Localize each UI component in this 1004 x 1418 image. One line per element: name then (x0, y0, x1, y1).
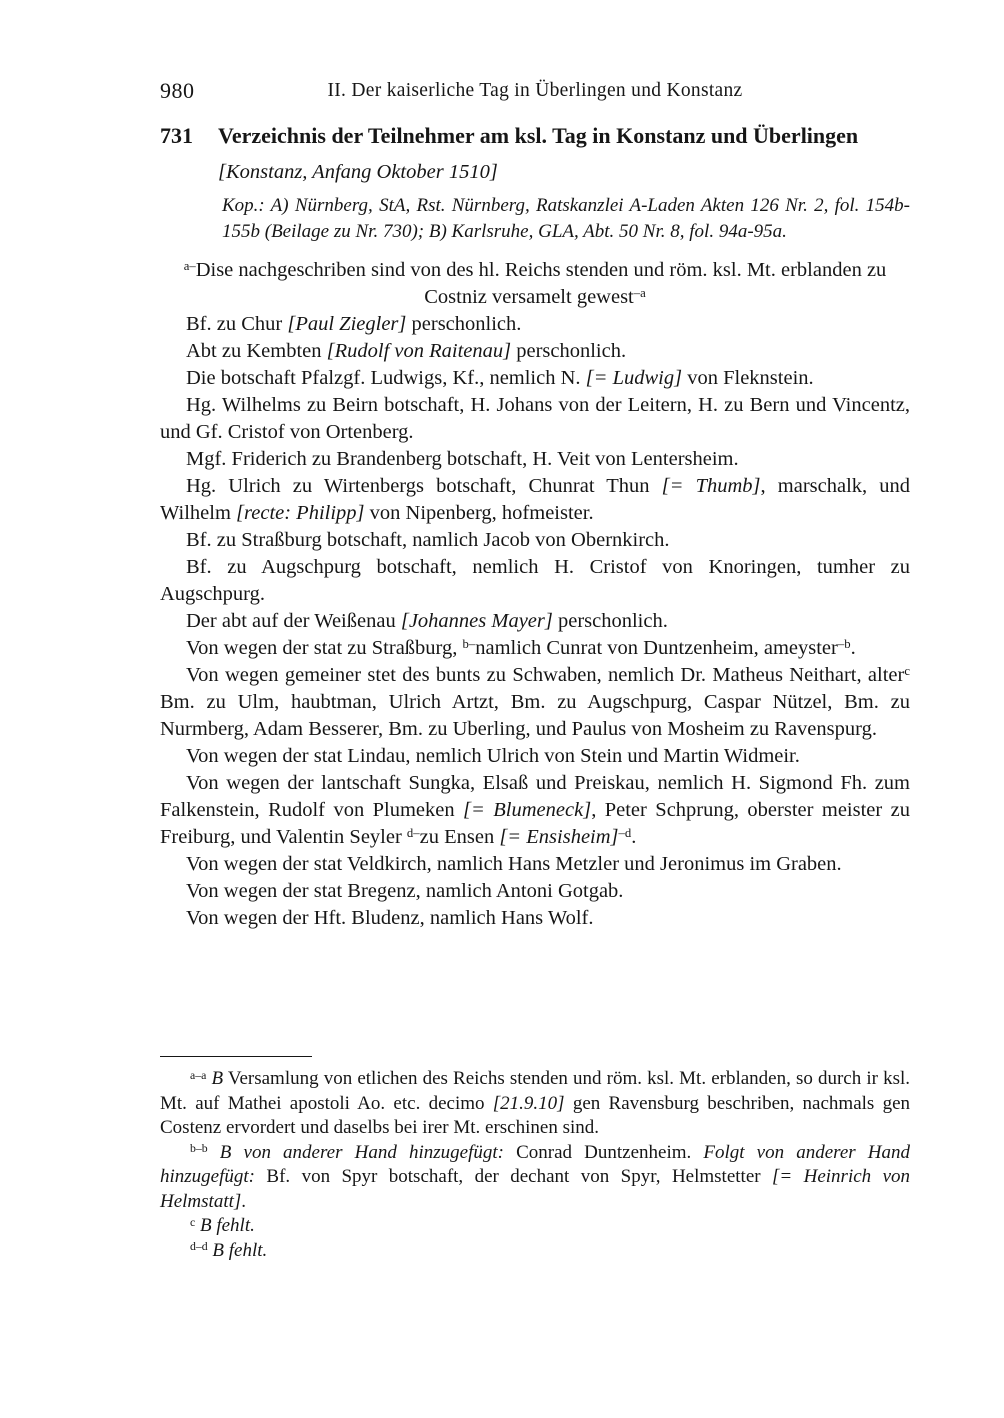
paragraph (160, 473, 910, 527)
footnote-marker: b–b (190, 1142, 208, 1156)
text-segment: Hg. Ulrich zu Wirtenbergs botschaft, Chunrat Thun (186, 475, 662, 497)
document-title: Verzeichnis der Teilnehmer am ksl. Tag in Konstanz und Überlingen (218, 123, 859, 148)
paragraph (160, 392, 910, 446)
paragraph (160, 311, 910, 338)
text-segment: , Peter Schprung, oberster meister zu Freiburg, und Valentin Seyler (160, 799, 910, 848)
text-segment: . (241, 1190, 247, 1212)
text-segment: [= Thumb] (661, 475, 761, 497)
text-segment: [21.9.10] (492, 1092, 565, 1114)
source-note: Kop.: A) Nürnberg, StA, Rst. Nürnberg, Ratskanzlei A-Laden Akten 126 Nr. 2, fol. 154b-155b (Beilage zu Nr. 730); B) Karlsruhe, GLA, Abt. 50 Nr. 8, fol. 94a-95a. (222, 195, 910, 242)
footnote-marker: c (904, 664, 910, 679)
text-segment: B fehlt. (212, 1239, 268, 1261)
footnote-marker: a– (183, 259, 196, 274)
text-segment: B von anderer Hand hinzugefügt: (219, 1141, 504, 1163)
text-segment: Bm. zu Ulm, haubtman, Ulrich Artzt, Bm. zu Augschpurg, Caspar Nützel, Bm. zu Nurmberg, Adam Besserer, Bm. zu Uberling, und Paulus von Mosheim zu Ravenspurg. (160, 691, 910, 740)
text-segment: Bf. zu Augschpurg botschaft, nemlich H. Cristof von Knoringen, tumher zu Augschpurg. (160, 556, 910, 605)
footnote-marker: –a (633, 286, 646, 301)
text-segment: Von wegen der lantschaft Sungka, Elsaß und Preiskau, nemlich H. Sigmond Fh. zum Falkenstein, Rudolf von Plumeken (160, 772, 910, 821)
footnote-marker: –b (837, 637, 851, 652)
paragraph (160, 635, 910, 662)
text-segment: Bf. zu Straßburg botschaft, namlich Jacob von Obernkirch. (186, 529, 670, 551)
text-segment: [Paul Ziegler] (287, 313, 407, 335)
document-heading (160, 122, 910, 150)
text-segment: Dise nachgeschriben sind von des hl. Reichs stenden und röm. ksl. Mt. erblanden zu Costniz versamelt gewest (195, 259, 887, 308)
paragraph (160, 662, 910, 743)
date-line: [Konstanz, Anfang Oktober 1510] (218, 161, 498, 183)
document-body (160, 257, 910, 932)
text-segment: von Nipenberg, hofmeister. (364, 502, 594, 524)
running-header (160, 78, 910, 108)
paragraph (160, 554, 910, 608)
paragraph (160, 527, 910, 554)
text-segment: Conrad Duntzenheim. (503, 1141, 704, 1163)
footnote (160, 1214, 910, 1239)
footnote (160, 1067, 910, 1141)
text-segment: Der abt auf der Weißenau (186, 610, 401, 632)
paragraph-opening (160, 257, 910, 311)
text-segment: Abt zu Kembten (186, 340, 327, 362)
footnote-marker: d–d (190, 1240, 208, 1254)
text-segment: Von wegen der stat Bregenz, namlich Antoni Gotgab. (186, 880, 624, 902)
text-segment: Mgf. Friderich zu Brandenberg botschaft, H. Veit von Lentersheim. (186, 448, 739, 470)
footnote-marker: –d (618, 826, 632, 841)
text-segment: [= Ludwig] (585, 367, 683, 389)
footnotes-section (160, 1056, 910, 1263)
text-segment (208, 1142, 220, 1163)
footnote-marker: c (190, 1215, 196, 1229)
text-segment: [= Blumeneck] (463, 799, 592, 821)
text-segment: gen Ravensburg beschriben, nachmals gen Costenz ervordert und daselbs bei irer Mt. erschinen sind. (160, 1092, 910, 1138)
text-segment: perschonlich. (406, 313, 522, 335)
footnote-marker: d– (406, 826, 420, 841)
text-segment: Von wegen der stat zu Straßburg, (186, 637, 463, 659)
paragraph (160, 905, 910, 932)
footnote-marker: b– (462, 637, 476, 652)
footnote-marker: a–a (190, 1068, 207, 1082)
text-segment: Bf. von Spyr botschaft, der dechant von Spyr, Helmstetter (255, 1166, 772, 1187)
footnote (160, 1239, 910, 1264)
page-number: 980 (160, 78, 195, 103)
paragraph (160, 743, 910, 770)
paragraph (160, 608, 910, 635)
text-segment: [= Ensisheim] (499, 826, 619, 848)
text-segment: Die botschaft Pfalzgf. Ludwigs, Kf., nemlich N. (186, 367, 586, 389)
text-segment: Von wegen der Hft. Bludenz, namlich Hans Wolf. (186, 907, 594, 929)
text-segment: Versamlung von etlichen des Reichs stenden und röm. ksl. Mt. erblanden, so durch ir ksl. Mt. auf Mathei apostoli Ao. etc. decimo (160, 1068, 911, 1114)
text-segment: [= Heinrich von Helmstatt] (160, 1166, 911, 1212)
text-segment: namlich Cunrat von Duntzenheim, ameyster (475, 637, 838, 659)
text-segment: perschonlich. (552, 610, 668, 632)
paragraph (160, 770, 910, 851)
paragraph (160, 338, 910, 365)
paragraph (160, 851, 910, 878)
text-segment: Von wegen der stat Lindau, nemlich Ulrich von Stein und Martin Widmeir. (186, 745, 800, 767)
paragraph (160, 446, 910, 473)
text-segment: von Fleknstein. (682, 367, 814, 389)
text-segment: B fehlt. (199, 1215, 255, 1236)
text-segment: , marschalk, und Wilhelm (160, 475, 910, 524)
document-number: 731 (160, 123, 193, 148)
text-segment: Folgt von anderer Hand hinzugefügt: (160, 1141, 911, 1187)
text-segment: perschonlich. (511, 340, 627, 362)
text-segment: zu Ensen (419, 826, 500, 848)
text-segment: Hg. Wilhelms zu Beirn botschaft, H. Johans von der Leitern, H. zu Bern und Vincentz, und Gf. Cristof von Ortenberg. (160, 394, 910, 443)
text-segment: [recte: Philipp] (236, 502, 365, 524)
text-segment: Von wegen der stat Veldkirch, namlich Hans Metzler und Jeronimus im Graben. (186, 853, 842, 875)
footnote-rule (160, 1056, 312, 1057)
text-segment: [Johannes Mayer] (400, 610, 553, 632)
paragraph (160, 878, 910, 905)
text-segment: Bf. zu Chur (186, 313, 288, 335)
running-title: II. Der kaiserliche Tag in Überlingen und Konstanz (327, 80, 743, 101)
paragraph (160, 365, 910, 392)
footnote (160, 1141, 910, 1215)
text-segment: . (631, 826, 637, 848)
text-segment: [Rudolf von Raitenau] (326, 340, 512, 362)
text-segment: . (850, 637, 856, 659)
text-segment: B (211, 1068, 224, 1089)
text-segment: Von wegen gemeiner stet des bunts zu Schwaben, nemlich Dr. Matheus Neithart, alter (186, 664, 905, 686)
